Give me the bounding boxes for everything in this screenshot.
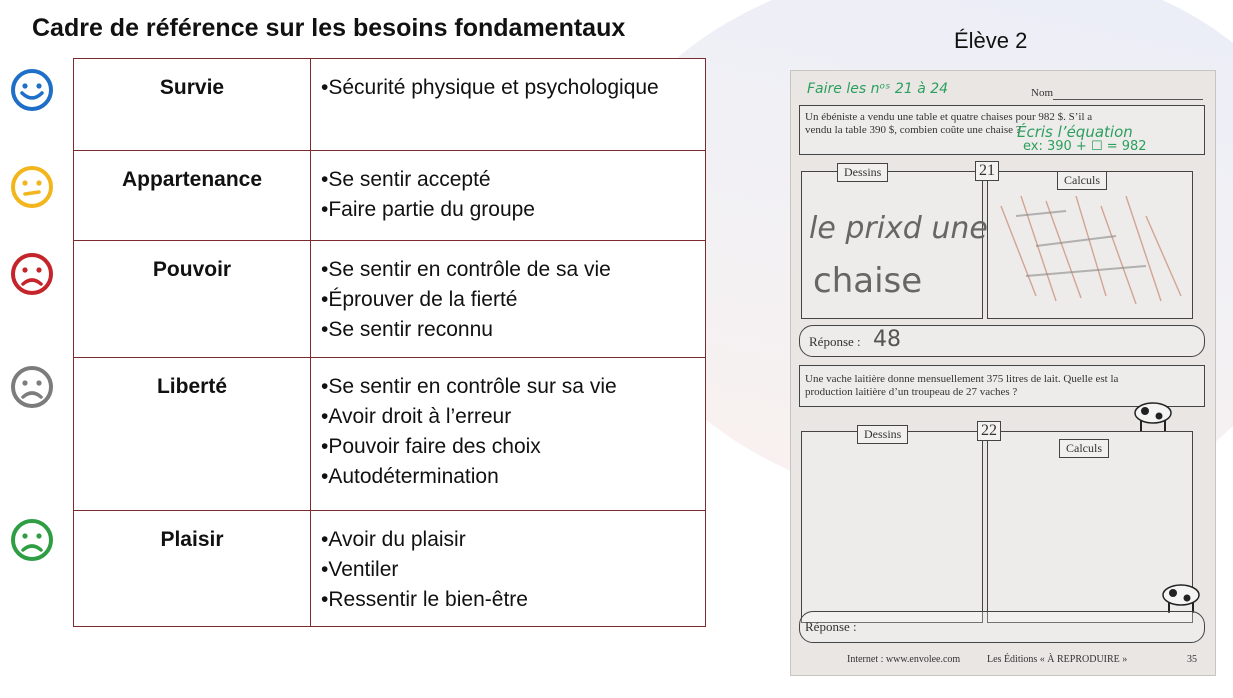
problem1-number: 21	[975, 161, 999, 181]
sad-face-icon-grey	[8, 363, 56, 411]
need-item: •Avoir du plaisir	[321, 528, 466, 551]
problem1-text: Un ébéniste a vendu une table et quatre chaises pour 982 $. S’il a vendu la table 390 $, combien coûte une chaise ?	[805, 111, 1093, 136]
need-item: •Pouvoir faire des choix	[321, 435, 541, 458]
need-item: •Se sentir accepté	[321, 168, 491, 191]
table-row	[74, 358, 706, 511]
need-item: •Se sentir reconnu	[321, 318, 493, 341]
table-row	[74, 151, 706, 241]
page-number: 35	[1187, 654, 1197, 665]
category-cell: Plaisir	[74, 511, 311, 627]
student-writing-line-1: le prixd une	[809, 211, 988, 246]
sad-face-icon-red	[8, 250, 56, 298]
header-note: Faire les nᵒˢ 21 à 24	[807, 81, 949, 97]
drawings-label-1: Dessins	[837, 163, 888, 182]
need-item: •Éprouver de la fierté	[321, 288, 518, 311]
cow-icon	[1131, 397, 1175, 433]
items-cell	[311, 358, 706, 511]
category-cell: Liberté	[74, 358, 311, 511]
student-answer: 48	[873, 327, 901, 352]
name-label: Nom	[1031, 87, 1053, 99]
table-row	[74, 241, 706, 358]
drawings-label-2: Dessins	[857, 425, 908, 444]
needs-table	[73, 58, 706, 627]
cow-icon	[1159, 579, 1203, 615]
category-cell: Survie	[74, 59, 311, 151]
student-writing-line-2: chaise	[813, 261, 923, 301]
calculations-label-1: Calculs	[1057, 171, 1107, 190]
green-example: ex: 390 + ☐ = 982	[1023, 139, 1147, 154]
answer-label-1: Réponse :	[809, 334, 861, 349]
happy-face-icon	[8, 66, 56, 114]
items-cell	[311, 511, 706, 627]
items-cell	[311, 59, 706, 151]
items-cell	[311, 151, 706, 241]
answer-label-2: Réponse :	[805, 619, 857, 634]
green-note: Écris l’équation	[1017, 123, 1133, 141]
student-worksheet	[790, 70, 1216, 676]
need-item: •Ventiler	[321, 558, 399, 581]
neutral-face-icon	[8, 163, 56, 211]
need-item: •Faire partie du groupe	[321, 198, 535, 221]
pencil-scribbles	[996, 186, 1186, 311]
face-icons-column	[8, 0, 64, 698]
calculations-label-2: Calculs	[1059, 439, 1109, 458]
category-cell: Appartenance	[74, 151, 311, 241]
need-item: •Se sentir en contrôle de sa vie	[321, 258, 611, 281]
footer-left: Internet : www.envolee.com	[847, 654, 961, 665]
footer-right: Les Éditions « À REPRODUIRE »	[987, 654, 1128, 665]
table-row	[74, 59, 706, 151]
need-item: •Sécurité physique et psychologique	[321, 76, 659, 99]
sad-face-icon-green	[8, 516, 56, 564]
problem2-text: Une vache laitière donne mensuellement 375 litres de lait. Quelle est la production laitière d’un troupeau de 27 vaches ?	[805, 373, 1119, 398]
category-cell: Pouvoir	[74, 241, 311, 358]
drawings-area-2	[801, 431, 983, 623]
student-label: Élève 2	[954, 28, 1028, 53]
page-title: Cadre de référence sur les besoins fondamentaux	[32, 14, 626, 42]
answer-box-2	[799, 611, 1205, 643]
need-item: •Se sentir en contrôle sur sa vie	[321, 375, 617, 398]
problem2-number: 22	[977, 421, 1001, 441]
name-line	[1053, 99, 1203, 100]
need-item: •Autodétermination	[321, 465, 499, 488]
table-row	[74, 511, 706, 627]
need-item: •Avoir droit à l’erreur	[321, 405, 512, 428]
items-cell	[311, 241, 706, 358]
need-item: •Ressentir le bien-être	[321, 588, 528, 611]
